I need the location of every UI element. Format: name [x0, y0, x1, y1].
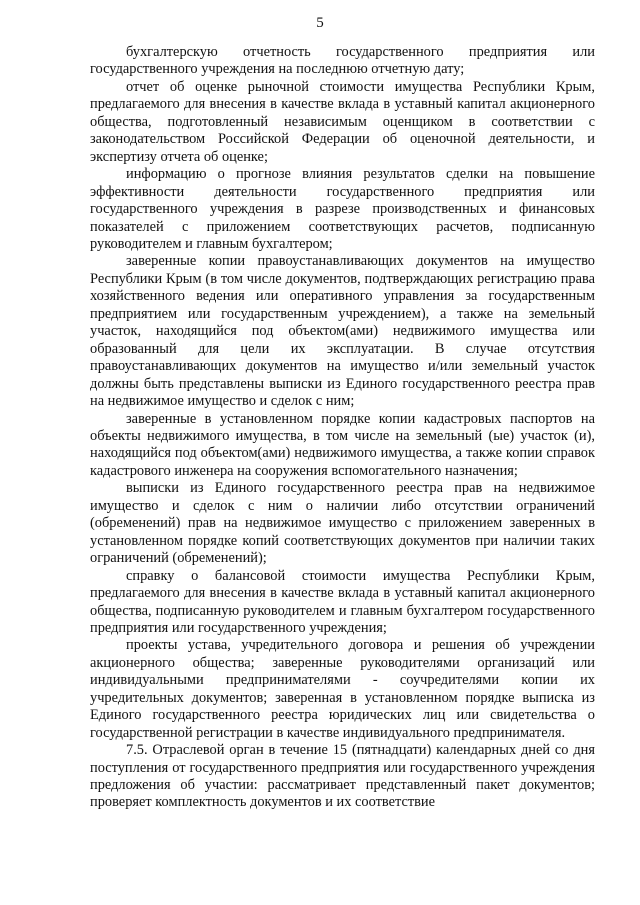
paragraph-cadastral-passports: заверенные в установленном порядке копии кадастровых паспортов на объекты недвижимого имущества, в том числе на земельный (ые) участок (и), находящийся под объектом(ами) недвижимого имущества, а также копии справок кадастрового инженера на сооружения вспомогательного назначения; — [90, 410, 595, 479]
paragraph-accounting-reports: бухгалтерскую отчетность государственного предприятия или государственного учреждения на последнюю отчетную дату; — [90, 44, 595, 78]
paragraph-valuation-report: отчет об оценке рыночной стоимости имущества Республики Крым, предлагаемого для внесения в качестве вклада в уставный капитал акционерного общества, подготовленный независимым оценщиком в соответствии с законодательством Российской Федерации об оценочной деятельности, и экспертизу отчета об оценке; — [90, 78, 595, 165]
paragraph-registry-extracts: выписки из Единого государственного реестра прав на недвижимое имущество и сделок с ним о наличии либо отсутствии ограничений (обременений) прав на недвижимое имущество с приложением заверенных в установленном порядке копий соответствующих документов при наличии таких ограничений (обременений); — [90, 480, 595, 567]
paragraph-charter-drafts: проекты устава, учредительного договора и решения об учреждении акционерного общества; заверенные руководителями организаций или индивидуальными предпринимателями - соучредителями копии их учредительных документов; заверенная в установленном порядке выписка из Единого государственного реестра юридических лиц или свидетельства о государственной регистрации в качестве индивидуального предпринимателя. — [90, 637, 595, 741]
paragraph-section-7-5: 7.5. Отраслевой орган в течение 15 (пятнадцати) календарных дней со дня поступления от государственного предприятия или государственного учреждения предложения об участии: рассматривает представленный пакет документов; проверяет комплектность документов и их соответствие — [90, 742, 595, 811]
paragraph-balance-value-certificate: справку о балансовой стоимости имущества Республики Крым, предлагаемого для внесения в качестве вклада в уставный капитал акционерного общества, подписанную руководителем и главным бухгалтером государственного предприятия или государственного учреждения; — [90, 567, 595, 636]
page-number: 5 — [316, 15, 324, 31]
document-body — [90, 44, 595, 812]
paragraph-forecast-info: информацию о прогнозе влияния результатов сделки на повышение эффективности деятельности государственного предприятия или государственного учреждения в разрезе производственных и финансовых показателей с приложением соответствующих расчетов, подписанную руководителем и главным бухгалтером; — [90, 166, 595, 252]
paragraph-title-documents: заверенные копии правоустанавливающих документов на имущество Республики Крым (в том числе документов, подтверждающих регистрацию права хозяйственного ведения или оперативного управления за государственным предприятием или государственным учреждением), а также на земельный участок, находящийся под объектом(ами) недвижимого имущества или образованный для цели их эксплуатации. В случае отсутствия правоустанавливающих документов на имущество и/или земельный участок должны быть представлены выписки из Единого государственного реестра прав на недвижимое имущество и сделок с ним; — [90, 253, 595, 410]
